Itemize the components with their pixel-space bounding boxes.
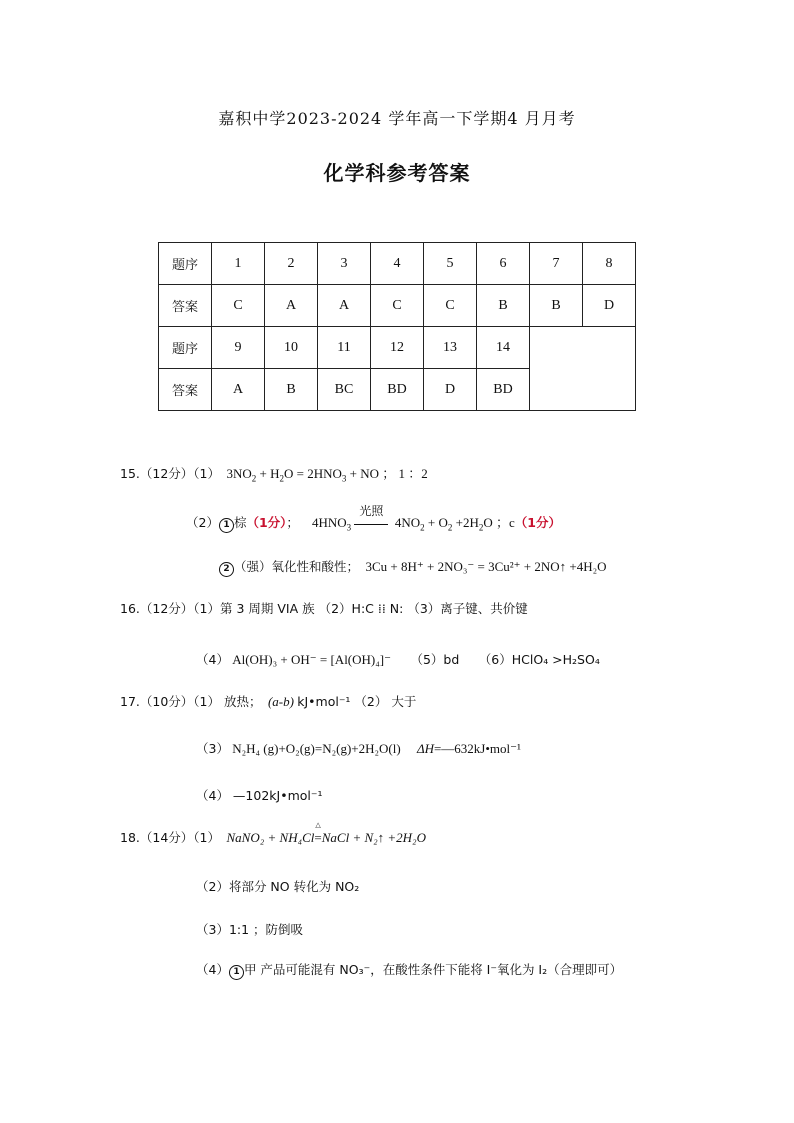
answer-cell: C [212, 285, 265, 327]
question-number: 6 [477, 243, 530, 285]
equation-part: NaCl + N₂↑ +2H₂O [321, 830, 426, 845]
part-label: （4） [196, 962, 229, 977]
equation: N₂H₄ (g)+O₂(g)=N₂(g)+2H₂O(l) [232, 741, 401, 756]
answer-cell: BC [318, 369, 371, 411]
answer-cell: C [371, 285, 424, 327]
condition-label: 光照 [359, 504, 384, 518]
variable: ΔH [416, 741, 434, 756]
question-number: 14 [477, 327, 530, 369]
answer-table [158, 242, 636, 411]
q17-line1 [120, 692, 416, 710]
equation-part: 4NO [394, 515, 421, 530]
answer-cell: D [424, 369, 477, 411]
answer-cell: C [424, 285, 477, 327]
question-number: 4 [371, 243, 424, 285]
value: =—632kJ•mol⁻¹ [433, 741, 521, 756]
part-label: （3） [196, 741, 229, 756]
q16-line2 [196, 650, 600, 668]
answer-cell: B [265, 369, 318, 411]
answer-cell: A [212, 369, 265, 411]
equation-part: 3NO [226, 466, 252, 481]
separator: ； [286, 515, 299, 530]
q18-line4 [196, 960, 622, 980]
score-note: （1分） [246, 515, 287, 530]
question-number: 5 [424, 243, 477, 285]
q15-line3 [219, 557, 607, 577]
answer-text: 棕 [233, 515, 247, 530]
question-head: 18.（14分）（1） [120, 830, 220, 845]
exam-header: 嘉积中学2023-2024 学年高一下学期4 月月考 [218, 109, 576, 128]
q17-line2 [196, 739, 521, 757]
row-label: 答案 [159, 369, 212, 411]
question-number: 7 [530, 243, 583, 285]
question-number: 13 [424, 327, 477, 369]
answer-cell: A [318, 285, 371, 327]
row-label: 题序 [159, 327, 212, 369]
equation-part: + NO ； 1 ：2 [349, 466, 428, 481]
answer-text: 甲 产品可能混有 NO₃⁻，在酸性条件下能将 I⁻氧化为 I₂（合理即可） [243, 962, 623, 977]
answer-cell: D [583, 285, 636, 327]
equation: Al(OH)₃ + OH⁻ = [Al(OH)₄]⁻ [232, 652, 391, 667]
variable: (a-b) [267, 694, 294, 709]
q16-line1: 16.（12分）（1）第 3 周期 VIA 族 （2）H:C ⁞⁞ N: （3）离子键、共价键 [120, 601, 528, 616]
score-note: （1分） [514, 515, 561, 530]
part-label: （1） [193, 466, 220, 481]
question-number: 11 [318, 327, 371, 369]
equals-sign: = [314, 830, 322, 845]
question-number: 8 [583, 243, 636, 285]
question-number: 12 [371, 327, 424, 369]
q18-line1 [120, 821, 426, 846]
answer-cell: B [477, 285, 530, 327]
answer-text: （6）HClO₄ >H₂SO₄ [478, 652, 600, 667]
equation: 3Cu + 8H⁺ + 2NO₃⁻ = 3Cu²⁺ + 2NO↑ +4H₂O [365, 559, 607, 574]
equation-part: O = 2HNO [284, 466, 342, 481]
answer-text: 17.（10分）（1） 放热； [120, 694, 262, 709]
empty-cell [530, 327, 636, 411]
row-label: 答案 [159, 285, 212, 327]
part-label: （4） [196, 652, 229, 667]
circled-number: 2 [219, 562, 234, 577]
table-row [159, 285, 636, 327]
row-label: 题序 [159, 243, 212, 285]
table-row [159, 327, 636, 369]
circled-number: 1 [219, 518, 234, 533]
question-head: 15.（12分） [120, 466, 194, 481]
answer-cell: BD [477, 369, 530, 411]
table-row [159, 243, 636, 285]
equation-part: + O [427, 515, 448, 530]
question-number: 1 [212, 243, 265, 285]
page-title: 化学科参考答案 [323, 161, 471, 185]
question-number: 9 [212, 327, 265, 369]
part-label: （2） [186, 515, 219, 530]
q15-line1: 15.（12分）（1） $3NO_2 + H_2O = 2HNO_3$ + NO ； 1 ：2 [120, 466, 428, 484]
answer-cell: BD [371, 369, 424, 411]
equation-part: +2H [455, 515, 479, 530]
light-condition [354, 504, 388, 531]
answer-cell: A [265, 285, 318, 327]
answer-text: kJ•mol⁻¹ （2） 大于 [297, 694, 417, 709]
circled-number: 1 [229, 965, 244, 980]
answer-text: （强）氧化性和酸性； [234, 559, 360, 574]
answer-text: （5）bd [410, 652, 460, 667]
equation-part: 4HNO [311, 515, 347, 530]
equation-part: O ；c [483, 515, 515, 530]
q18-line2: （2）将部分 NO 转化为 NO₂ [196, 879, 360, 894]
heat-symbol: △ [315, 821, 321, 829]
heat-condition [314, 821, 322, 846]
question-number: 10 [265, 327, 318, 369]
q17-line3: （4） —102kJ•mol⁻¹ [196, 788, 323, 803]
answer-cell: B [530, 285, 583, 327]
equation-part: NaNO₂ + NH₄Cl [226, 830, 315, 845]
question-number: 2 [265, 243, 318, 285]
equation-part: + H [259, 466, 280, 481]
q15-line2: （2） 1 棕（1分）； $4HNO_3$ 光照 $4NO_2 + O_2 +2H_2O$ ；c（1分） [186, 504, 561, 533]
q18-line3: （3）1:1 ；防倒吸 [196, 922, 304, 937]
question-number: 3 [318, 243, 371, 285]
